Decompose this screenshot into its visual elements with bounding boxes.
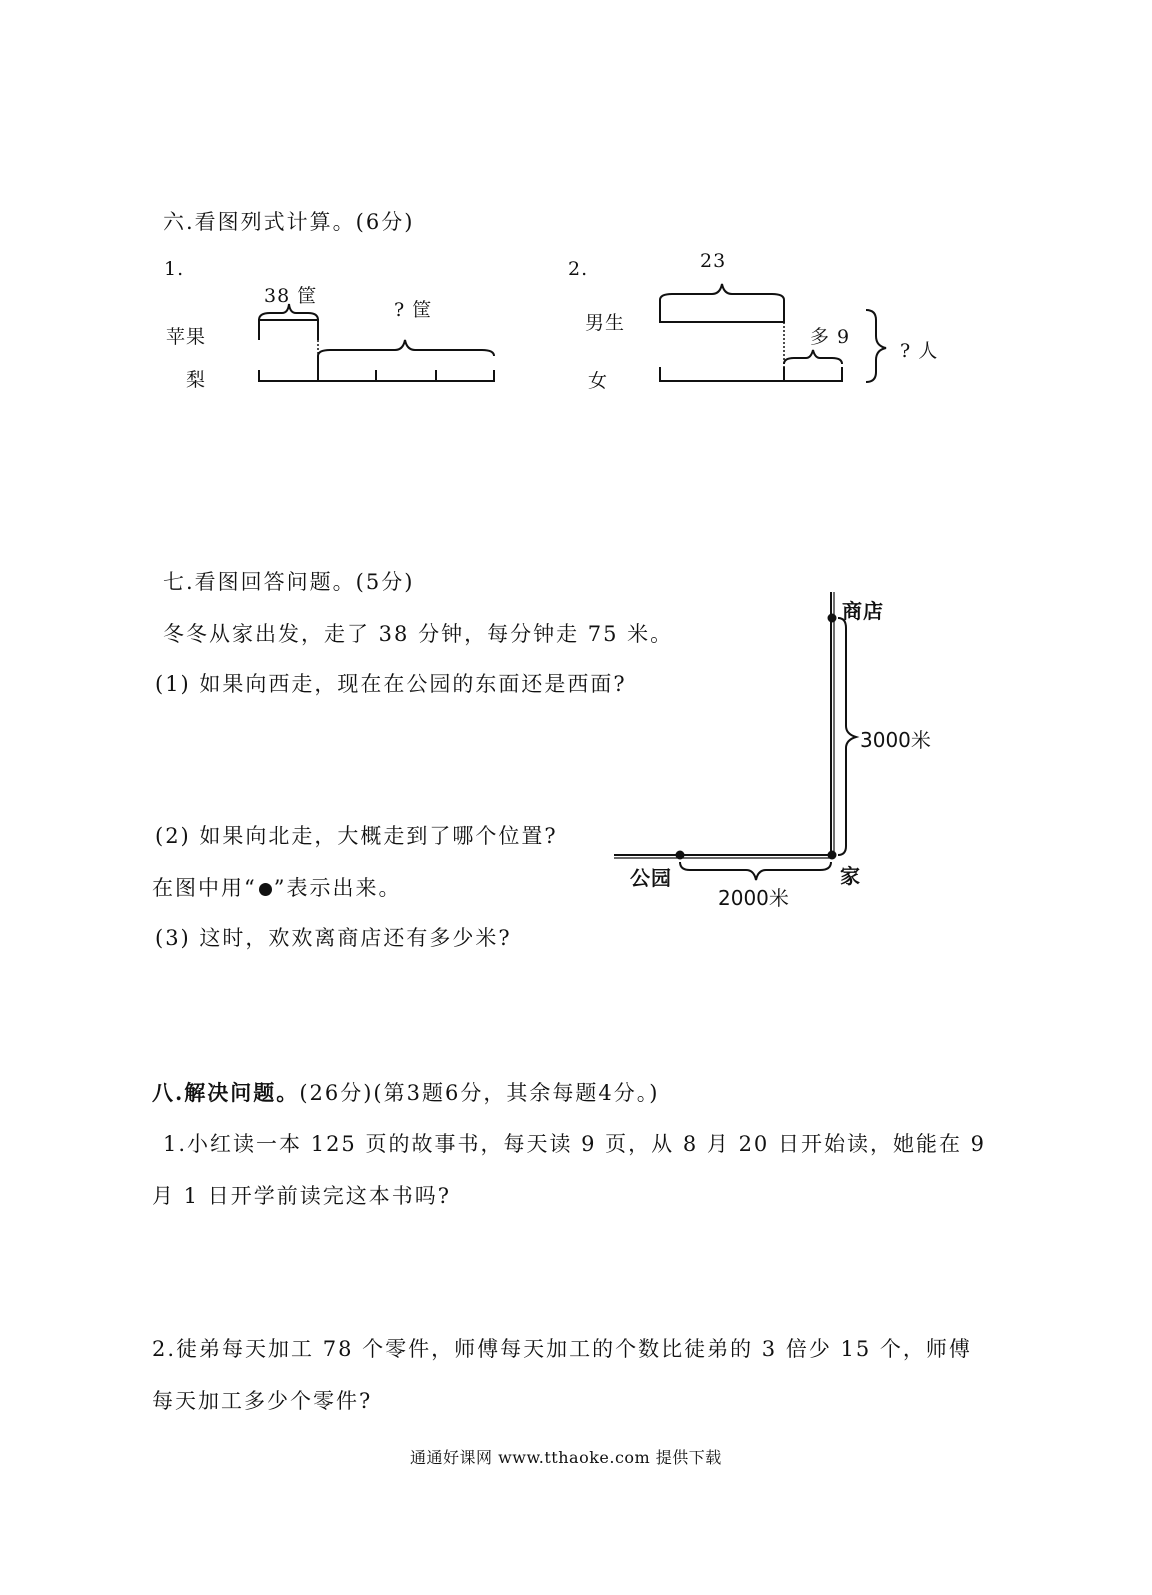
section7-question-3: (3) 这时，欢欢离商店还有多少米? [155, 926, 512, 950]
q1-apple-label: 苹果 [166, 326, 207, 348]
footer-credit: 通通好课网 www.tthaoke.com 提供下载 [410, 1448, 722, 1467]
section7-intro: 冬冬从家出发，走了 38 分钟，每分钟走 75 米。 [163, 622, 674, 646]
map-west-distance: 2000米 [718, 886, 789, 910]
q1-apple-brace [259, 304, 318, 320]
instruction-prefix: 在图中用“ [152, 876, 257, 900]
instruction-suffix: ”表示出来。 [273, 876, 402, 900]
section7-question-2-instruction [152, 872, 402, 902]
section8-heading [152, 1077, 659, 1107]
map-home-label: 家 [840, 864, 862, 888]
problem-2-line-2: 每天加工多少个零件? [152, 1389, 373, 1413]
q2-girls-bar [660, 367, 842, 381]
problem-2-line-1: 2.徒弟每天加工 78 个零件，师傅每天加工的个数比徒弟的 3 倍少 15 个，师傅 [152, 1337, 972, 1361]
map-park-dot [676, 851, 685, 860]
map-park-label: 公园 [630, 866, 672, 890]
map-north-brace [838, 618, 856, 855]
q1-apple-bar [259, 320, 318, 340]
q1-number: 1. [164, 258, 185, 280]
map-home-dot [828, 851, 837, 860]
q2-boys-bar [660, 300, 784, 322]
q1-apple-count-label: 38 筐 [264, 285, 318, 307]
section7-question-1: (1) 如果向西走，现在在公园的东面还是西面? [155, 672, 627, 696]
section7-question-2: (2) 如果向北走，大概走到了哪个位置? [155, 824, 558, 848]
q1-pear-label: 梨 [186, 369, 207, 391]
q2-total-brace [866, 310, 886, 382]
section8-heading-points: (26分)(第3题6分，其余每题4分。) [299, 1081, 660, 1105]
map-west-brace [680, 862, 831, 880]
map-north-distance: 3000米 [860, 728, 931, 752]
problem-1-line-2: 月 1 日开学前读完这本书吗? [152, 1184, 451, 1208]
q2-total-label: ? 人 [900, 340, 939, 362]
section6-heading: 六.看图列式计算。(6分) [163, 210, 415, 234]
q2-girls-label: 女 [588, 370, 609, 392]
q2-boys-label: 男生 [585, 312, 626, 334]
q2-number: 2. [568, 258, 589, 280]
map-shop-label: 商店 [842, 599, 884, 623]
q2-total-boys-label: 23 [700, 250, 727, 272]
section7-heading: 七.看图回答问题。(5分) [163, 570, 415, 594]
problem-1-line-1: 1.小红读一本 125 页的故事书，每天读 9 页，从 8 月 20 日开始读，她能在 9 [163, 1132, 986, 1156]
q2-boys-brace [660, 284, 784, 300]
dot-symbol [259, 883, 272, 896]
q1-unknown-label: ? 筐 [394, 299, 433, 321]
section8-heading-title: 八.解决问题。 [152, 1080, 300, 1105]
q2-more-label: 多 9 [810, 326, 851, 348]
q2-more-brace [784, 350, 842, 364]
q1-pear-brace [318, 340, 494, 356]
map-shop-dot [828, 614, 837, 623]
